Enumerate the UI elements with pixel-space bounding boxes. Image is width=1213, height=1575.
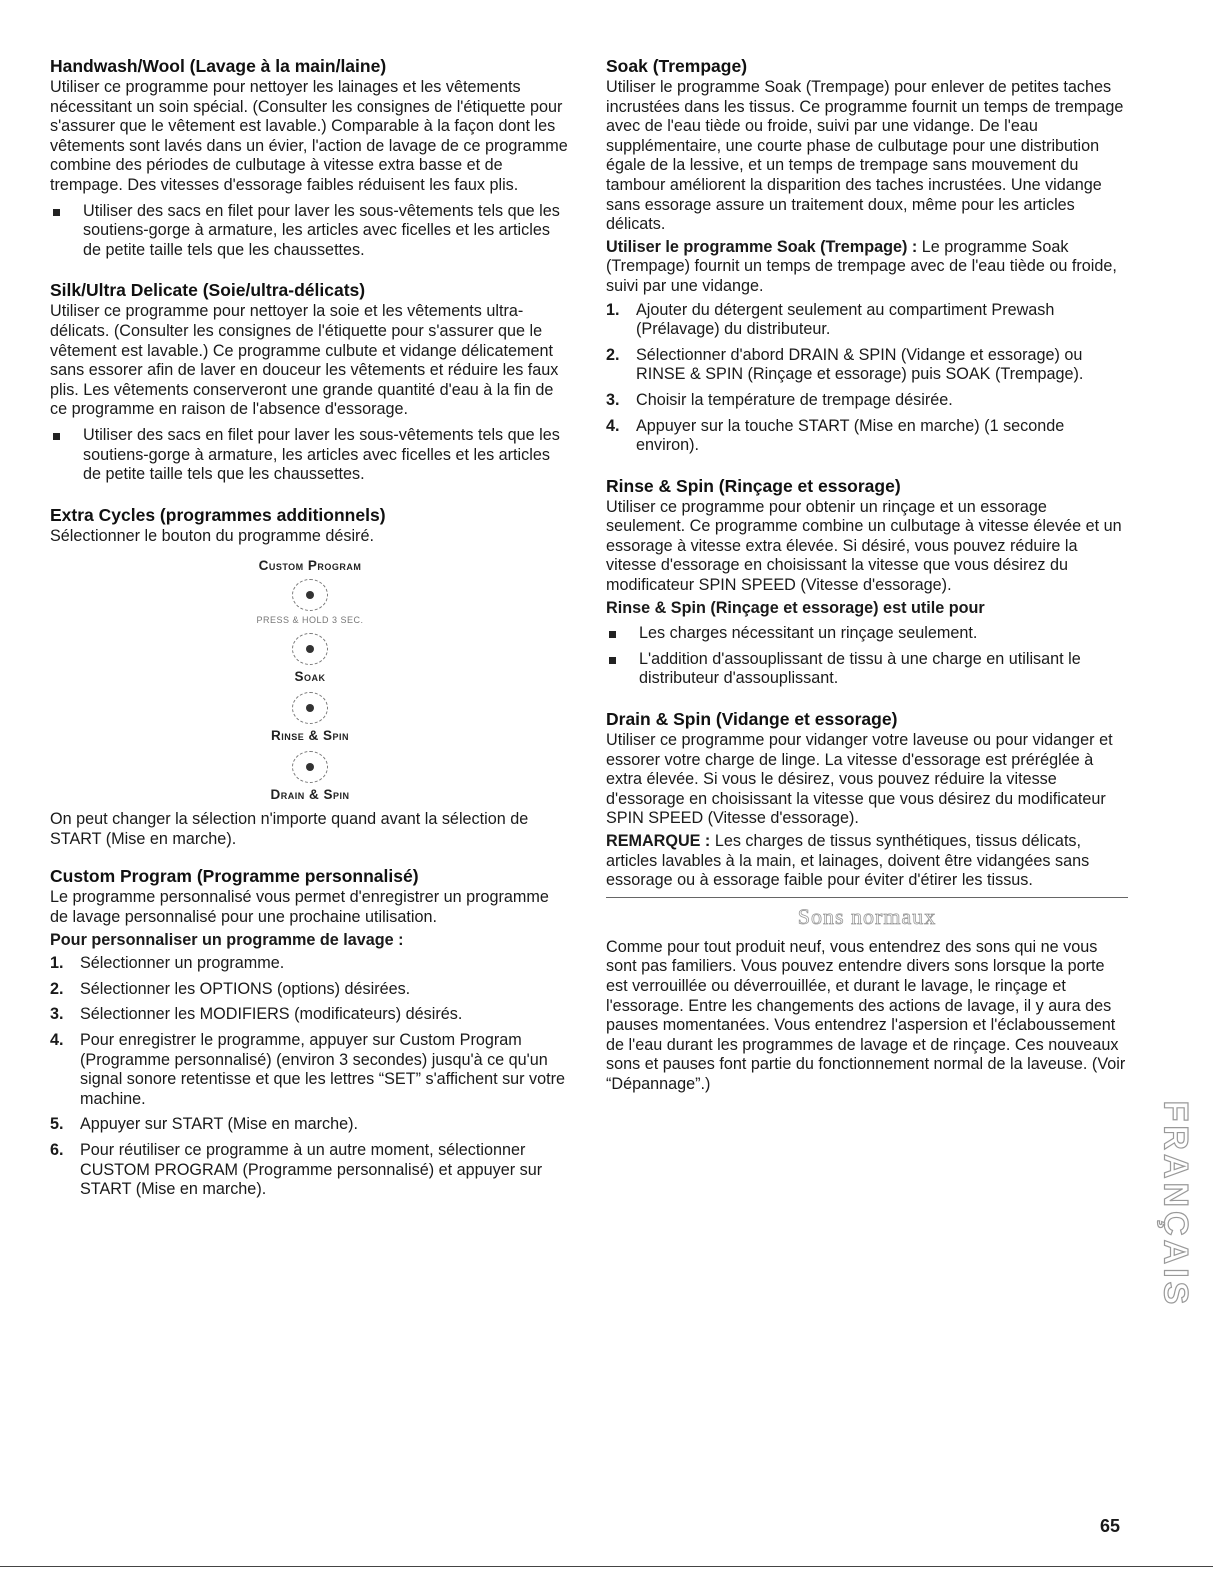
drain-spin-button-icon bbox=[292, 751, 328, 783]
step-item: 4. Appuyer sur la touche START (Mise en marche) (1 seconde environ). bbox=[606, 416, 1065, 455]
step-item: 2. Sélectionner les OPTIONS (options) désirées. bbox=[50, 979, 411, 998]
rinse-spin-label: Rinse & Spin bbox=[270, 728, 349, 744]
soak-lead: Utiliser le programme Soak (Trempage) : Le programme Soak (Trempage) fournit un temps de trempage avec de l'eau tiède ou froide, suivi par une vidange. bbox=[606, 237, 1117, 295]
step-item: 1. Ajouter du détergent seulement au compartiment Prewash (Prélavage) du distributeur. bbox=[606, 300, 1055, 339]
drain-spin-body: Utiliser ce programme pour vidanger votre laveuse ou pour vidanger et essorer votre charge de linge. La vitesse d'essorage est préréglée à extra élevée. Si vous le désirez, vous pouvez réduire la vitesse d'essorage en choisissant la vitesse que vous désirez du modificateur SPIN SPEED (Vitesse d'essorage). bbox=[606, 731, 1113, 828]
step-item: 6. Pour réutiliser ce programme à un autre moment, sélectionner CUSTOM PROGRAM (Programme personnalisé) et appuyer sur START (Mise en marche). bbox=[50, 1141, 543, 1199]
soak-body: Utiliser le programme Soak (Trempage) pour enlever de petites taches incrustées dans les tissus. Ce programme fournit un temps de trempage avec de l'eau tiède ou froide, suivi par une vidange. De l'eau supplémentaire, une courte phase de culbutage pour une distribution égale de la lessive, et un temps de trempage sans mouvement du tambour améliorent la disparition des taches incrustées. Une vidange sans essorage assure un traitement doux, même pour les articles délicats. bbox=[606, 78, 1124, 234]
soak-steps bbox=[606, 301, 1128, 456]
rinse-spin-body: Utiliser ce programme pour obtenir un rinçage et un essorage seulement. Ce programme combine un culbutage à vitesse élevée et un essorage à vitesse extra élevée. Si désiré, vous pouvez réduire la vitesse d'essorage en choisissant la vitesse que vous désirez du modificateur SPIN SPEED (Vitesse d'essorage). bbox=[606, 497, 1122, 595]
normal-sounds-body: Comme pour tout produit neuf, vous entendrez des sons qui ne vous sont pas familiers. Vous pouvez entendre divers sons lorsque la porte est verrouillée ou déverrouillée, et durant le lavage, le rinçage et l'essorage. Entre les changements des actions de lavage, il y aura des pauses momentanées. Vous entendrez l'aspersion et l'éclaboussement de l'eau durant les programmes de lavage et de rinçage. Ces nouveaux sons et pauses font partie du fonctionnement normal de la laveuse. (Voir “Dépannage”.) bbox=[606, 937, 1126, 1093]
step-item: 4. Pour enregistrer le programme, appuyer sur Custom Program (Programme personnalisé) (environ 3 secondes) jusqu'à ce qu'un signal sonore retentisse et que les lettres “SET” s'affichent sur votre machine. bbox=[50, 1031, 566, 1108]
soak-title: Soak (Trempage) bbox=[606, 56, 748, 76]
drain-spin-title: Drain & Spin (Vidange et essorage) bbox=[606, 709, 898, 730]
custom-program-group bbox=[50, 558, 570, 625]
step-item: 2. Sélectionner d'abord DRAIN & SPIN (Vidange et essorage) ou RINSE & SPIN (Rinçage et essorage) puis SOAK (Trempage). bbox=[606, 345, 1084, 384]
rinse-spin-group bbox=[50, 692, 570, 743]
silk-title: Silk/Ultra Delicate (Soie/ultra-délicats) bbox=[50, 280, 366, 301]
silk-bullet: Utiliser des sacs en filet pour laver les sous-vêtements tels que les soutiens-gorge à armature, les articles avec ficelles et les articles de petite taille tels que les chaussettes. bbox=[50, 426, 570, 485]
language-side-tab-label: FRANÇAIS bbox=[1156, 1100, 1195, 1309]
list-item: L'addition d'assouplissant de tissu à une charge en utilisant le distributeur d'assouplissant. bbox=[606, 650, 1128, 689]
footer-divider bbox=[0, 1566, 1213, 1567]
step-item: 3. Sélectionner les MODIFIERS (modificateurs) désirés. bbox=[50, 1005, 463, 1024]
extra-cycles-body: Sélectionner le bouton du programme désiré. bbox=[50, 526, 374, 545]
drain-spin-group bbox=[50, 751, 570, 802]
drain-spin-note: REMARQUE : Les charges de tissus synthétiques, tissus délicats, articles lavables à la main, et lainages, doivent être vidangées sans essorage ou à essorage faible pour éviter d'étirer les tissus. bbox=[606, 832, 1090, 890]
handwash-body: Utiliser ce programme pour nettoyer les lainages et les vêtements nécessitant un soin spécial. (Consulter les consignes de l'étiquette pour s'assurer que le vêtement est lavable.) Comparable à la façon dont les vêtements sont lavés dans un évier, l'action de lavage de ce programme combine des périodes de culbutage à vitesse extra basse et de trempage. Des vitesses d'essorage faibles réduisent les faux plis. bbox=[50, 78, 568, 194]
custom-program-title: Custom Program (Programme personnalisé) bbox=[50, 866, 419, 887]
drain-spin-section bbox=[606, 709, 1128, 891]
left-column bbox=[50, 56, 570, 1206]
soak-label: Soak bbox=[294, 669, 326, 685]
rinse-spin-section bbox=[606, 476, 1128, 689]
soak-group bbox=[50, 633, 570, 684]
drain-spin-label: Drain & Spin bbox=[270, 787, 350, 803]
rinse-spin-bullets bbox=[606, 624, 1128, 689]
press-hold-caption: PRESS & HOLD 3 SEC. bbox=[256, 615, 364, 626]
custom-program-button-icon bbox=[292, 579, 328, 611]
handwash-section bbox=[50, 56, 570, 260]
handwash-bullets bbox=[50, 202, 570, 261]
step-item: 3. Choisir la température de trempage désirée. bbox=[606, 390, 953, 409]
step-item: 5. Appuyer sur START (Mise en marche). bbox=[50, 1115, 358, 1134]
handwash-title: Handwash/Wool (Lavage à la main/laine) bbox=[50, 56, 387, 76]
rinse-spin-subhead: Rinse & Spin (Rinçage et essorage) est utile pour bbox=[606, 598, 985, 617]
extra-cycles-title: Extra Cycles (programmes additionnels) bbox=[50, 504, 386, 525]
right-column bbox=[606, 56, 1128, 1098]
list-item: Les charges nécessitant un rinçage seulement. bbox=[606, 624, 1128, 644]
custom-program-section bbox=[50, 866, 570, 1199]
silk-section bbox=[50, 280, 570, 484]
silk-body: Utiliser ce programme pour nettoyer la soie et les vêtements ultra-délicats. (Consulter les consignes de l'étiquette pour s'assurer que le vêtement est lavable.) Ce programme culbute et vidange délicatement sans essorer afin de laver en douceur les vêtements et réduire les faux plis. Les vêtements conserveront une grande quantité d'eau à la fin de ce programme en raison de l'absence d'essorage. bbox=[50, 302, 559, 419]
normal-sounds-title: Sons normaux bbox=[797, 903, 937, 929]
soak-section bbox=[606, 56, 1128, 456]
language-side-tab bbox=[1150, 1060, 1195, 1350]
rinse-spin-button-icon bbox=[292, 692, 328, 724]
normal-sounds-section bbox=[606, 904, 1128, 1095]
page-number: 65 bbox=[1100, 1516, 1121, 1536]
handwash-bullet: Utiliser des sacs en filet pour laver les sous-vêtements tels que les soutiens-gorge à armature, les articles avec ficelles et les articles de petite taille tels que les chaussettes. bbox=[50, 202, 570, 261]
step-item: 1. Sélectionner un programme. bbox=[50, 954, 285, 973]
extra-cycles-section bbox=[50, 505, 570, 850]
extra-cycles-after: On peut changer la sélection n'importe quand avant la sélection de START (Mise en marche). bbox=[50, 810, 529, 848]
soak-button-icon bbox=[292, 633, 328, 665]
control-panel-illustration bbox=[50, 558, 570, 802]
custom-program-body: Le programme personnalisé vous permet d'enregistrer un programme de lavage personnalisé pour une prochaine utilisation. bbox=[50, 888, 549, 927]
silk-bullets bbox=[50, 426, 570, 485]
rinse-spin-title: Rinse & Spin (Rinçage et essorage) bbox=[606, 475, 901, 496]
custom-program-label: Custom Program bbox=[258, 558, 362, 574]
custom-program-steps bbox=[50, 954, 570, 1200]
custom-program-subhead: Pour personnaliser un programme de lavage : bbox=[50, 930, 404, 949]
section-divider bbox=[606, 897, 1128, 898]
